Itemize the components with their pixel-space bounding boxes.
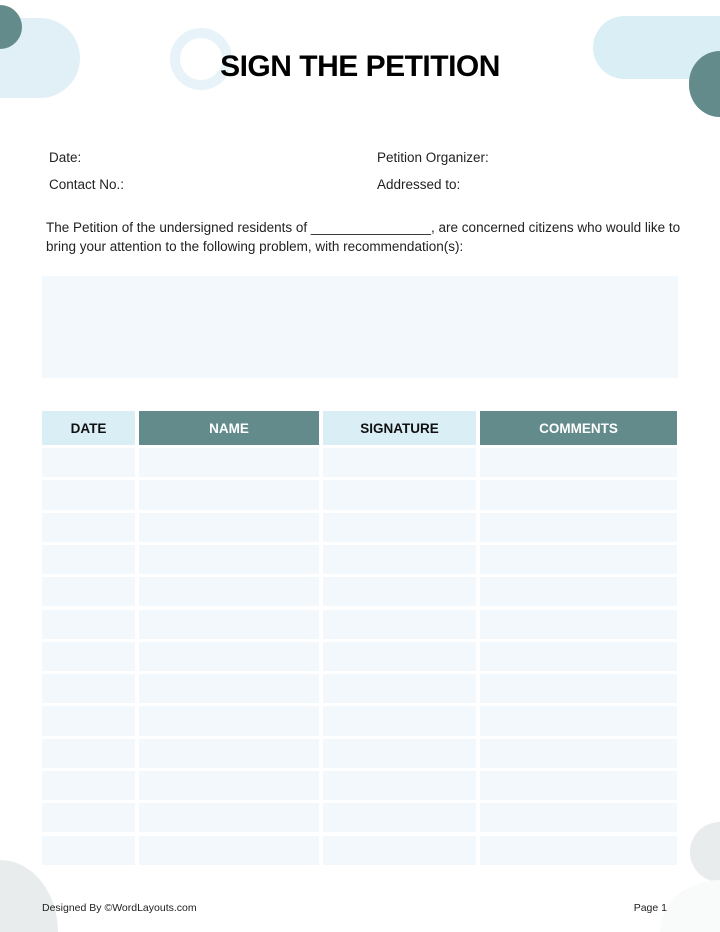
cell-date[interactable]	[42, 771, 135, 800]
cell-signature[interactable]	[323, 836, 476, 865]
cell-name[interactable]	[139, 771, 319, 800]
cell-name[interactable]	[139, 610, 319, 639]
cell-signature[interactable]	[323, 513, 476, 542]
cell-date[interactable]	[42, 803, 135, 832]
header-comments: COMMENTS	[480, 411, 677, 445]
page-title: SIGN THE PETITION	[220, 50, 500, 83]
cell-comments[interactable]	[480, 545, 677, 574]
cell-date[interactable]	[42, 610, 135, 639]
cell-name[interactable]	[139, 642, 319, 671]
cell-name[interactable]	[139, 836, 319, 865]
cell-signature[interactable]	[323, 448, 476, 477]
cell-signature[interactable]	[323, 545, 476, 574]
cell-date[interactable]	[42, 674, 135, 703]
cell-comments[interactable]	[480, 610, 677, 639]
header-signature: SIGNATURE	[323, 411, 476, 445]
cell-date[interactable]	[42, 706, 135, 735]
cell-name[interactable]	[139, 706, 319, 735]
cell-signature[interactable]	[323, 771, 476, 800]
cell-name[interactable]	[139, 577, 319, 606]
cell-name[interactable]	[139, 480, 319, 509]
cell-signature[interactable]	[323, 642, 476, 671]
cell-signature[interactable]	[323, 577, 476, 606]
cell-date[interactable]	[42, 513, 135, 542]
cell-signature[interactable]	[323, 610, 476, 639]
cell-date[interactable]	[42, 642, 135, 671]
cell-comments[interactable]	[480, 480, 677, 509]
decor-circle-bottom-right	[690, 822, 720, 882]
cell-signature[interactable]	[323, 674, 476, 703]
header-date: DATE	[42, 411, 135, 445]
addressed-label: Addressed to:	[377, 177, 461, 192]
cell-comments[interactable]	[480, 739, 677, 768]
cell-signature[interactable]	[323, 803, 476, 832]
cell-comments[interactable]	[480, 513, 677, 542]
cell-comments[interactable]	[480, 448, 677, 477]
header-name: NAME	[139, 411, 319, 445]
cell-signature[interactable]	[323, 706, 476, 735]
date-label: Date:	[49, 150, 82, 165]
cell-date[interactable]	[42, 577, 135, 606]
cell-date[interactable]	[42, 836, 135, 865]
cell-comments[interactable]	[480, 577, 677, 606]
cell-name[interactable]	[139, 448, 319, 477]
cell-date[interactable]	[42, 448, 135, 477]
cell-date[interactable]	[42, 545, 135, 574]
problem-text-box[interactable]	[42, 276, 678, 378]
cell-comments[interactable]	[480, 836, 677, 865]
footer-credit: Designed By ©WordLayouts.com	[42, 902, 197, 914]
cell-date[interactable]	[42, 480, 135, 509]
cell-name[interactable]	[139, 739, 319, 768]
decor-circle-bottom-left	[0, 860, 58, 932]
cell-date[interactable]	[42, 739, 135, 768]
cell-comments[interactable]	[480, 674, 677, 703]
cell-name[interactable]	[139, 803, 319, 832]
signature-table	[42, 411, 677, 865]
decor-faint-circle	[660, 880, 720, 932]
cell-comments[interactable]	[480, 642, 677, 671]
page-number: Page 1	[633, 902, 667, 914]
cell-comments[interactable]	[480, 771, 677, 800]
contact-label: Contact No.:	[49, 177, 125, 192]
petition-intro: The Petition of the undersigned residents of ________________, are concerned citizens who would like to bring your attention to the following problem, with recommendation(s):	[46, 220, 681, 254]
cell-name[interactable]	[139, 513, 319, 542]
organizer-label: Petition Organizer:	[377, 150, 489, 165]
cell-signature[interactable]	[323, 480, 476, 509]
cell-name[interactable]	[139, 674, 319, 703]
cell-comments[interactable]	[480, 706, 677, 735]
cell-name[interactable]	[139, 545, 319, 574]
cell-signature[interactable]	[323, 739, 476, 768]
cell-comments[interactable]	[480, 803, 677, 832]
